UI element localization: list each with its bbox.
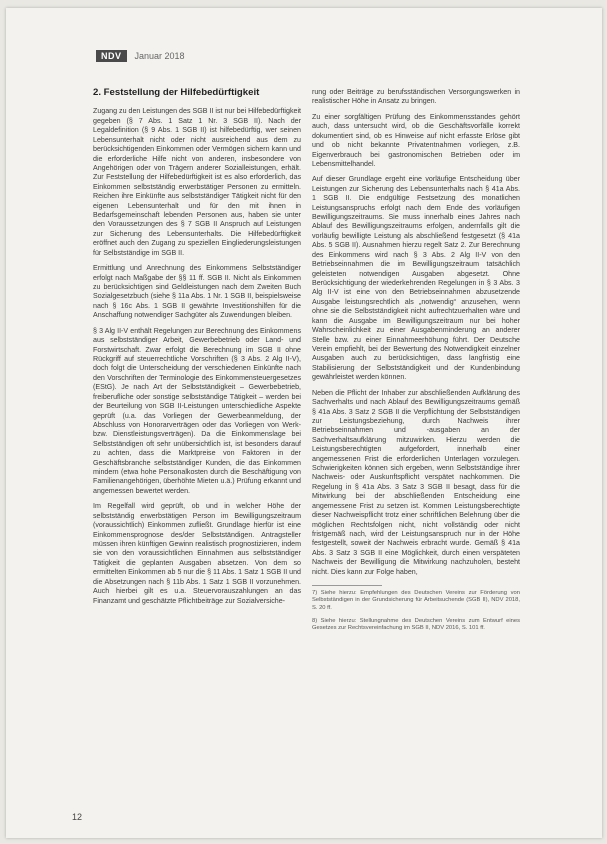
right-column <box>312 88 520 808</box>
paragraph: Im Regelfall wird geprüft, ob und in welcher Höhe der selbstständig erwerbstätigen Person im Bewilligungszeitraum (voraussichtlich) Einkommen zufließt. Grundlage hierfür ist eine Einkommensprognose des/der Selbstständigen. Antragsteller müssen ihren künftigen Gewinn realistisch prognostizieren, indem sie von den voraussichtlichen Einnahmen aus selbstständiger Tätigkeit die geplanten Ausgaben absetzen. Von dem so ermittelten Einkommen ab 5 nur die § 11 Abs. 1 Satz 1 SGB II und die Absetzungen nach § 11b Abs. 1 Satz 1 SGB II vorzunehmen. Auch hierbei gilt es u.a. Steuervorauszahlungen an das Finanzamt und geschätzte Pflichtbeiträge zur Sozialversiche- <box>93 502 301 605</box>
footnote: 8) Siehe hierzu: Stellungnahme des Deutschen Vereins zum Entwurf eines Gesetzes zur Rechtsvereinfachung im SGB II, NDV 2016, S. 101 ff. <box>312 617 520 631</box>
left-column <box>93 88 301 808</box>
paragraph: Zu einer sorgfältigen Prüfung des Einkommensstandes gehört auch, dass untersucht wird, ob die Geschäftsvorfälle korrekt dokumentiert sind, ob es Hinweise auf nicht erfasste Erlöse gibt und ob nicht bekannte Privatentnahmen vorliegen, z.B. Eigenverbrauch bei gastronomischen Betrieben oder im Lebensmittelhandel. <box>312 112 520 168</box>
paragraph: Ermittlung und Anrechnung des Einkommens Selbstständiger erfolgt nach Maßgabe der §§ 11 ff. SGB II. Nicht als Einkommen zu berücksichtigen sind Geldleistungen nach dem Zweiten Buch Sozialgesetzbuch (siehe § 11a Abs. 1 Nr. 1 SGB II, beispielsweise nach § 16c Abs. 1 SGB II gewährte Investitionshilfen für die Anschaffung notwendiger Sachgüter als Zuwendungen bleiben. <box>93 264 301 320</box>
paragraph: Auf dieser Grundlage ergeht eine vorläufige Entscheidung über Leistungen zur Sicherung des Lebensunterhalts nach § 41a Abs. 1 SGB II. Die endgültige Festsetzung des monatlichen Leistungsanspruchs erfolgt nach dem Ende des vorläufigen Bewilligungszeitraums. Sie muss innerhalb eines Jahres nach Ablauf des Bewilligungszeitraums erfolgen, andernfalls gilt die vorläufig bewilligte Leistung als abschließend festgesetzt (§ 41a Abs. 5 SGB II). Ausnahmen hierzu regelt Satz 2. Zur Berechnung des Einkommens wird nach § 3 Abs. 2 Alg II-V von den Betriebseinnahmen die im Bewilligungszeitraum tatsächlich geleisteten notwendigen Ausgaben abgesetzt. Ohne Berücksichtigung der wiederkehrenden Regelungen in § 3 Abs. 3 Alg II-V ist eine von den Betriebseinnahmen abzusetzende Ausgabe leistungsrechtlich als „notwendig“ anzusehen, wenn ohne sie die Selbstständigkeit nicht aufrechtzuerhalten wäre und kann die Ausgabe im Bewilligungszeitraum nur bei hoher Wahrscheinlichkeit zu einer Ausgabenminderung an anderer Stelle bzw. zu einer Einnahmeerhöhung führt. Der Deutsche Verein empfiehlt, bei der Bewertung des Notwendigkeit einzelner Ausgaben auch zu berücksichtigen, dass langfristig eine Stabilisierung der Selbstständigkeit und der Kundenbindung gewährleistet werden können. <box>312 175 520 382</box>
section-title: 2. Feststellung der Hilfebedürftigkeit <box>93 88 260 98</box>
page-number: 12 <box>72 812 83 822</box>
footnote-separator <box>312 585 382 586</box>
paragraph: Zugang zu den Leistungen des SGB II ist nur bei Hilfebedürftigkeit gegeben (§ 7 Abs. 1 Satz 1 Nr. 3 SGB II). Nach der Legaldefinition (§ 9 Abs. 1 SGB II) ist hilfebedürftig, wer seinen Lebensunterhalt nicht oder nicht ausreichend aus dem zu berücksichtigenden Einkommen oder Vermögen sichern kann und die erforderliche Hilfe nicht von anderen, insbesondere von Angehörigen oder von Trägern anderer Sozialleistungen, erhält. Zur Feststellung der Hilfebedürftigkeit ist es also erforderlich, das Einkommen selbstständig erwerbstätiger Personen zu ermitteln. Reichen ihre Einkünfte aus selbstständiger Tätigkeit nicht für den eigenen Lebensunterhalt und für den mit ihnen in Bedarfsgemeinschaft lebenden Personen aus, haben sie unter den Voraussetzungen des § 7 SGB II Anspruch auf Leistungen zur Sicherung des Lebensunterhalts. Die Hilfebedürftigkeit eröffnet auch den Zugang zu speziellen Eingliederungsleistungen für Selbstständige im SGB II. <box>93 107 301 257</box>
page-header <box>96 49 185 63</box>
paragraph: rung oder Beiträge zu berufsständischen Versorgungswerken in realistischer Höhe in Ansatz zu bringen. <box>312 88 520 106</box>
paragraph: Neben die Pflicht der Inhaber zur abschließenden Aufklärung des Sachverhalts und nach Ablauf des Bewilligungszeitraums gemäß § 41a Abs. 3 Satz 2 SGB II die Verpflichtung der Selbstständigen zur Leistungsbeziehung, durch Nachweis ihrer Betriebseinnahmen und -ausgaben an der Sachverhaltsaufklärung mitzuwirken. Hierzu werden die Leistungsberechtigten aufgefordert, innerhalb einer angemessenen Frist die erforderlichen Unterlagen vorzulegen. Schwierigkeiten können sich ergeben, wenn Selbstständige ihrer Nachweis- oder Auskunftspflicht verspätet nachkommen. Die Regelung in § 41a Abs. 3 Satz 3 SGB II besagt, dass für die Mitwirkung bei der abschließenden Entscheidung eine angemessene Frist zu setzen ist. Kommen Leistungsberechtigte dieser Nachweispflicht trotz einer schriftlichen Belehrung über die möglichen Rechtsfolgen nicht, nicht vollständig oder nicht fristgemäß nach, wird der Leistungsanspruch nur in der Höhe festgestellt, soweit der Nachweis erbracht wurde. Gemäß § 41a Abs. 3 Satz 3 SGB II eine Möglichkeit, durch einen verspäteten Nachweis der Bewilligung die Mitwirkung nachzuholen, besteht nicht. Dies kann zur Folge haben, <box>312 388 520 576</box>
document-page <box>6 8 602 838</box>
footnote: 7) Siehe hierzu: Empfehlungen des Deutschen Vereins zur Förderung von Selbstständigen in der Grundsicherung für Arbeitsuchende (SGB II), NDV 2018, S. 20 ff. <box>312 590 520 611</box>
journal-badge: NDV <box>96 50 127 62</box>
paragraph: § 3 Alg II-V enthält Regelungen zur Berechnung des Einkommens aus selbstständiger Arbeit, Gewerbebetrieb oder Land- und Forstwirtschaft. Zwar erfolgt die Berechnung im SGB II ohne Rückgriff auf steuerrechtliche Vorschriften (§ 3 Abs. 2 Alg II-V), doch folgt die Unterscheidung der verschiedenen Einkünfte nach den Vorschriften der Terminologie des Einkommensteuergesetzes (EStG). Je nach Art der Selbstständigkeit – Gewerbebetrieb, freiberufliche oder sonstige selbstständige Tätigkeit – werden bei der Beurteilung von SGB II-Leistungen unterschiedliche Aspekte geprüft (u.a. das Vorliegen der Gewerbeanmeldung, der Abschluss von Honorarverträgen oder das Vorliegen von Werk- bzw. Dienstleistungsverträgen). Da die Einkommenslage bei Selbstständigen oft sehr unübersichtlich ist, ist besonders darauf zu achten, dass die Marktpreise von Faktoren in der Geschäftsbranche selbstständiger Kunden, die das Einkommen mindern (etwa hohe Personalkosten durch die Beschäftigung von Familienangehörigen, überhöhte Mieten u.ä.) Prüfung erkannt und angemessen bewertet werden. <box>93 326 301 495</box>
issue-date: Januar 2018 <box>134 51 185 61</box>
